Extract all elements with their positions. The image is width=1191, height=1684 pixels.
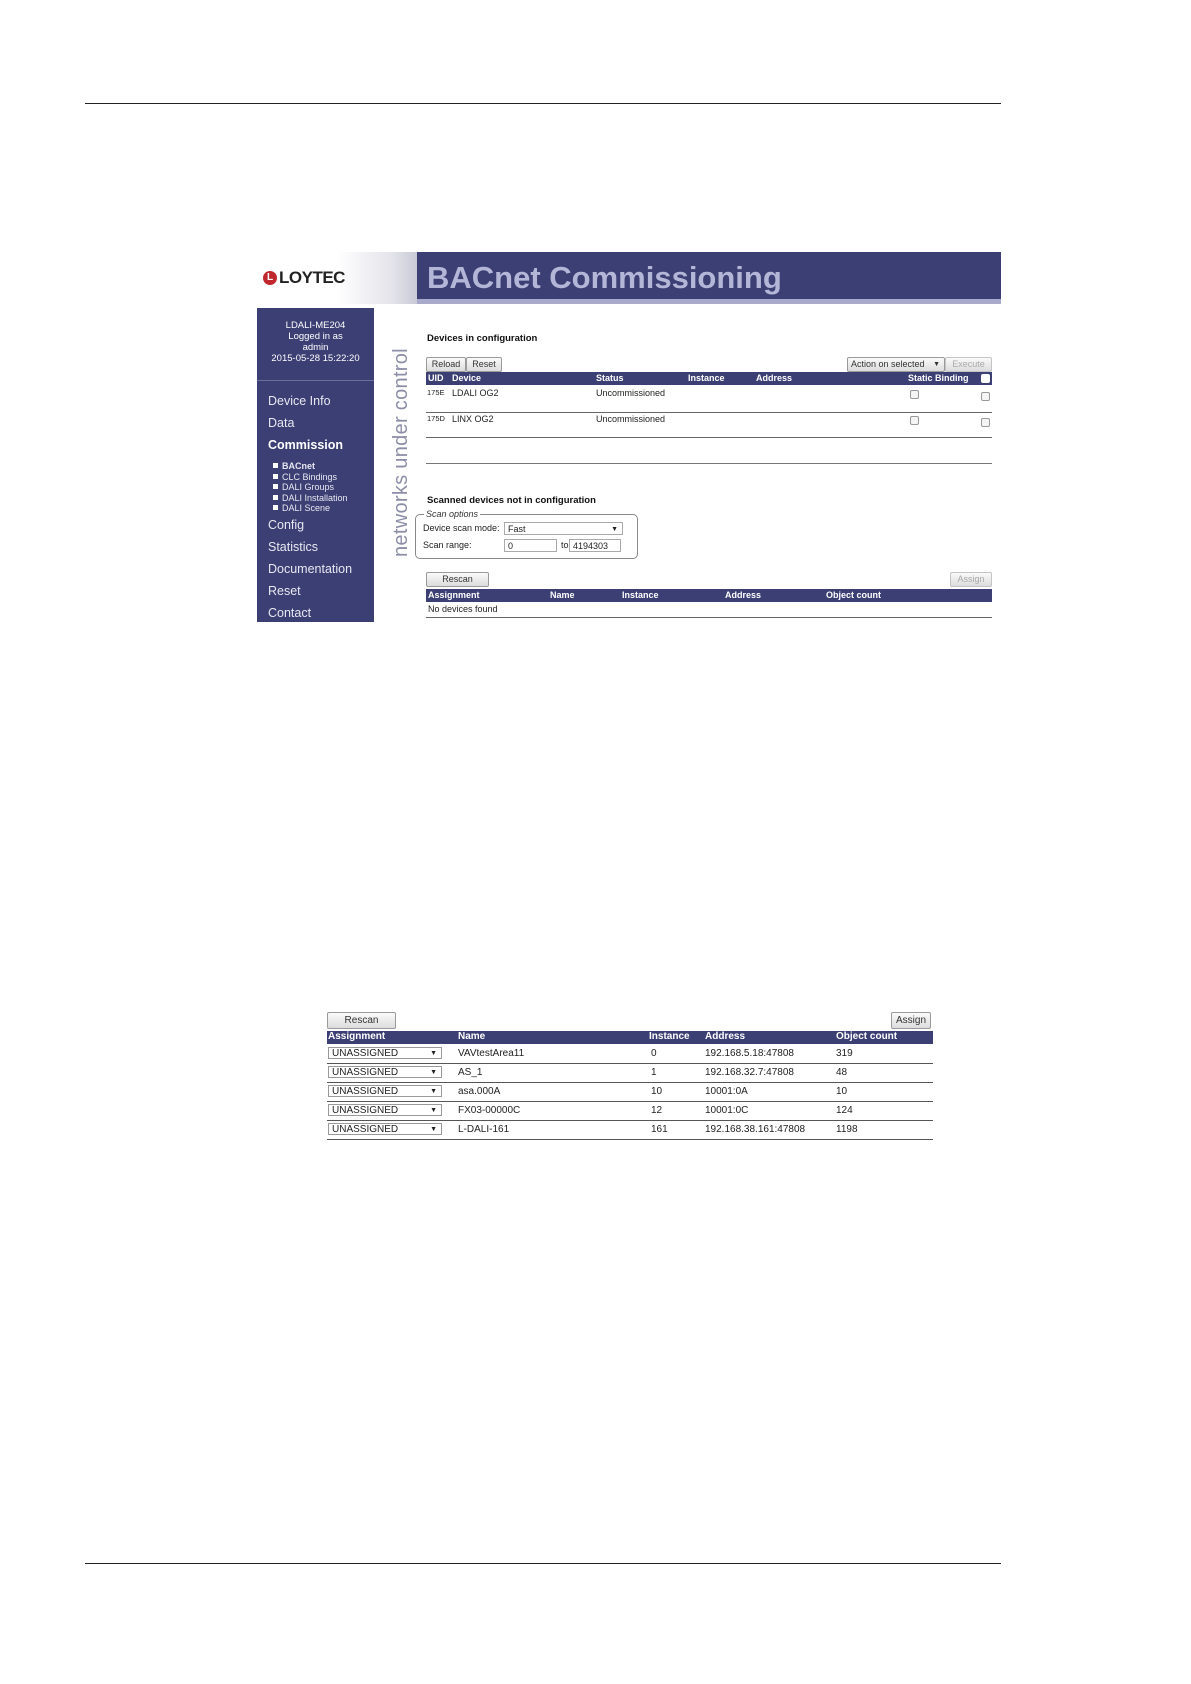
assignment-select[interactable]: [328, 1123, 442, 1135]
table-row: [327, 1083, 933, 1102]
col-device: Device: [452, 373, 482, 383]
row-status: Uncommissioned: [596, 414, 666, 424]
row-object-count: 1198: [836, 1124, 858, 1135]
page-title: BACnet Commissioning: [427, 260, 782, 295]
logo-mark-icon: L: [263, 271, 277, 285]
results-table-header: [327, 1031, 933, 1044]
assignment-select[interactable]: [328, 1047, 442, 1059]
row-instance: 10: [651, 1086, 663, 1097]
assign-button[interactable]: Assign: [891, 1012, 931, 1029]
table-row: [426, 386, 992, 413]
assignment-value: UNASSIGNED: [332, 1048, 399, 1059]
page-bottom-rule: [85, 1563, 1001, 1564]
col-instance: Instance: [688, 373, 725, 383]
subnav-label: DALI Scene: [282, 503, 331, 513]
device-name: LDALI-ME204: [285, 320, 346, 331]
scan-mode-select[interactable]: [504, 522, 623, 535]
row-device: LINX OG2: [452, 414, 494, 424]
nav-contact[interactable]: Contact: [268, 606, 312, 620]
assign-button[interactable]: Assign: [950, 572, 992, 587]
empty-row: [426, 603, 992, 618]
static-binding-checkbox[interactable]: [910, 416, 919, 425]
row-object-count: 124: [836, 1105, 853, 1116]
scanned-table-header: [426, 589, 992, 602]
scan-mode-value: Fast: [508, 524, 526, 534]
subnav-dali-installation[interactable]: [273, 493, 348, 503]
chevron-down-icon: ▼: [430, 1069, 437, 1076]
row-select-checkbox[interactable]: [981, 392, 990, 401]
logo: [257, 252, 417, 304]
assignment-value: UNASSIGNED: [332, 1086, 399, 1097]
static-binding-checkbox[interactable]: [910, 390, 919, 399]
col-assignment: Assignment: [428, 590, 480, 600]
config-section-title: Devices in configuration: [427, 333, 538, 344]
row-name: VAVtestArea11: [458, 1048, 525, 1059]
row-object-count: 10: [836, 1086, 848, 1097]
nav-device-info[interactable]: Device Info: [268, 394, 331, 408]
assignment-select[interactable]: [328, 1066, 442, 1078]
table-row: [327, 1102, 933, 1121]
col-address: Address: [725, 590, 762, 600]
scan-range-label: Scan range:: [423, 540, 472, 550]
col-address: Address: [756, 373, 793, 383]
scanned-section-title: Scanned devices not in configuration: [427, 495, 596, 506]
scan-results-screenshot: [323, 1008, 929, 1136]
col-status: Status: [596, 373, 624, 383]
device-info-panel: [257, 308, 374, 381]
row-address: 192.168.32.7:47808: [705, 1067, 794, 1078]
nav-statistics[interactable]: Statistics: [268, 540, 319, 554]
subnav-clc-bindings[interactable]: [273, 472, 337, 482]
scan-mode-label: Device scan mode:: [423, 523, 500, 533]
nav-commission[interactable]: Commission: [268, 438, 344, 452]
chevron-down-icon: ▼: [430, 1126, 437, 1133]
row-name: L-DALI-161: [458, 1124, 510, 1135]
row-status: Uncommissioned: [596, 388, 666, 398]
table-row: [327, 1045, 933, 1064]
assignment-select[interactable]: [328, 1104, 442, 1116]
col-instance: Instance: [622, 590, 659, 600]
row-address: 192.168.38.161:47808: [705, 1124, 806, 1135]
reset-button[interactable]: Reset: [466, 357, 502, 372]
nav-data[interactable]: Data: [268, 416, 295, 430]
subnav-dali-scene[interactable]: [273, 503, 330, 513]
logged-in-user: admin: [302, 342, 329, 353]
rescan-button[interactable]: Rescan: [327, 1012, 396, 1029]
col-uid: UID: [428, 373, 444, 383]
col-name: Name: [550, 590, 575, 600]
section-divider: [426, 463, 992, 464]
subnav-label: BACnet: [282, 461, 315, 471]
subnav-bacnet[interactable]: [273, 461, 315, 471]
subnav-label: CLC Bindings: [282, 471, 338, 482]
row-address: 192.168.5.18:47808: [705, 1048, 794, 1059]
subnav-label: DALI Groups: [282, 482, 335, 492]
scan-range-to-label: to: [561, 540, 569, 550]
col-instance: Instance: [649, 1031, 690, 1042]
table-row: [327, 1064, 933, 1083]
col-name: Name: [458, 1031, 486, 1042]
scan-range-from-input[interactable]: 0: [504, 539, 557, 552]
select-all-checkbox[interactable]: [981, 374, 990, 383]
nav-documentation[interactable]: Documentation: [268, 562, 353, 576]
col-static-binding: Static Binding: [908, 373, 969, 383]
action-on-selected-select[interactable]: [847, 357, 945, 372]
row-object-count: 319: [836, 1048, 853, 1059]
row-select-checkbox[interactable]: [981, 418, 990, 427]
row-instance: 161: [651, 1124, 668, 1135]
config-table-header: [426, 372, 992, 385]
device-timestamp: 2015-05-28 15:22:20: [271, 353, 360, 364]
row-instance: 12: [651, 1105, 663, 1116]
bullet-icon: [273, 495, 278, 500]
chevron-down-icon: ▼: [611, 526, 618, 533]
row-name: FX03-00000C: [458, 1105, 521, 1116]
rescan-button[interactable]: Rescan: [426, 572, 489, 587]
tagline: networks under control: [390, 348, 412, 557]
chevron-down-icon: ▼: [430, 1088, 437, 1095]
execute-button[interactable]: Execute: [945, 357, 992, 372]
reload-button[interactable]: Reload: [426, 357, 466, 372]
row-address: 10001:0A: [705, 1086, 748, 1097]
row-name: AS_1: [458, 1067, 483, 1078]
assignment-value: UNASSIGNED: [332, 1105, 399, 1116]
action-select-value: Action on selected: [851, 359, 925, 369]
scan-options-group: [415, 509, 638, 559]
sidebar: [257, 308, 374, 622]
col-address: Address: [705, 1031, 746, 1042]
subnav-dali-groups[interactable]: [273, 482, 334, 492]
logo-text: LOYTEC: [279, 268, 345, 287]
no-devices-text: No devices found: [428, 604, 498, 614]
assignment-select[interactable]: [328, 1085, 442, 1097]
bullet-icon: [273, 505, 278, 510]
nav-reset[interactable]: Reset: [268, 584, 301, 598]
table-row: [327, 1121, 933, 1140]
table-row: [426, 412, 992, 438]
row-address: 10001:0C: [705, 1105, 749, 1116]
chevron-down-icon: ▼: [430, 1107, 437, 1114]
bullet-icon: [273, 474, 278, 479]
col-assignment: Assignment: [328, 1031, 386, 1042]
row-name: asa.000A: [458, 1086, 501, 1097]
row-uid: 175D: [427, 414, 445, 423]
assignment-value: UNASSIGNED: [332, 1067, 399, 1078]
assignment-value: UNASSIGNED: [332, 1124, 399, 1135]
bullet-icon: [273, 484, 278, 489]
bacnet-commissioning-screenshot: [257, 252, 1001, 622]
subnav-label: DALI Installation: [282, 492, 348, 503]
row-instance: 0: [651, 1048, 657, 1059]
row-instance: 1: [651, 1067, 657, 1078]
chevron-down-icon: ▼: [430, 1050, 437, 1057]
logged-in-label: Logged in as: [288, 331, 343, 342]
title-bar: [417, 252, 1001, 304]
row-device: LDALI OG2: [452, 388, 499, 398]
nav-config[interactable]: Config: [268, 518, 305, 532]
row-object-count: 48: [836, 1067, 848, 1078]
scan-range-to-input[interactable]: 4194303: [569, 539, 621, 552]
scan-options-legend: Scan options: [426, 509, 479, 519]
page-top-rule: [85, 103, 1001, 104]
chevron-down-icon: ▼: [933, 361, 940, 368]
col-object-count: Object count: [826, 590, 882, 600]
bullet-icon: [273, 463, 278, 468]
col-object-count: Object count: [836, 1031, 898, 1042]
row-uid: 175E: [427, 388, 445, 397]
